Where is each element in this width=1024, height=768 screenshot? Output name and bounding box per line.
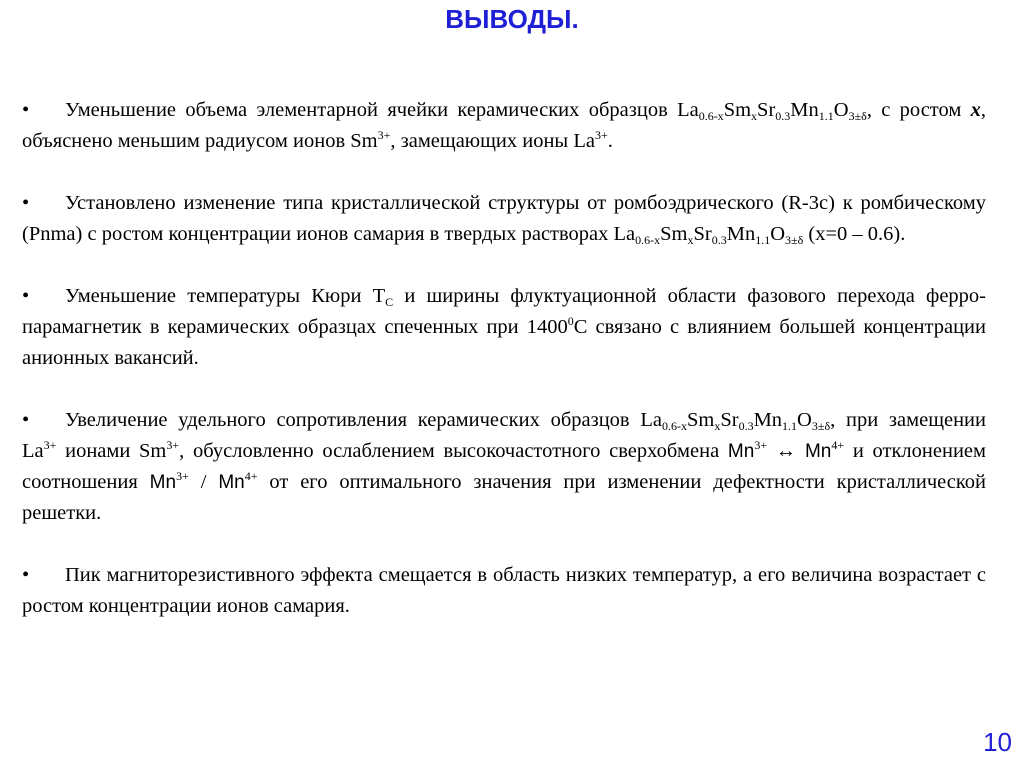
slide-title: ВЫВОДЫ.	[445, 4, 579, 34]
conclusions-list	[22, 95, 986, 653]
formula: $La_{0.6-x}Sm_xSr_{0.3}Mn_{1.1}O_{3\pm\delta}$	[613, 223, 804, 247]
conclusion-item-2: • Установлено изменение типа кристаллической структуры от ромбоэдрического (R-3c) к ромбическому (Pnma) с ростом концентрации ионов самария в твердых растворах $La_{0.6-x}Sm_xSr_{0.3}Mn_{1.1}O_{3\pm\delta}$ (x=0 – 0.6).	[22, 188, 986, 250]
bullet-marker: •	[22, 564, 30, 586]
bullet-marker: •	[22, 192, 30, 214]
conclusion-item-4: • Увеличение удельного сопротивления керамических образцов $La_{0.6-x}Sm_xSr_{0.3}Mn_{1.1}O_{3\pm\delta}$, при замещении $La^{3+}$ ионами $Sm^{3+}$, обусловленно ослаблением высокочастотного сверхобмена $Mn^{3+}$ ↔ $Mn^{4+}$ и отклонением соотношения $Mn^{3+} / Mn^{4+}$ от его оптимального значения при изменении дефектности кристаллической решетки.	[22, 405, 986, 529]
conclusion-item-1: • Уменьшение объема элементарной ячейки керамических образцов $La_{0.6-x}Sm_xSr_{0.3}Mn_{1.1}O_{3\pm\delta}$, с ростом x, объяснено меньшим радиусом ионов $Sm^{3+}$, замещающих ионы $La^{3+}$.	[22, 95, 986, 157]
bullet-marker: •	[22, 409, 30, 431]
page-number: 10	[983, 727, 1012, 757]
bullet-marker: •	[22, 99, 30, 121]
bullet-marker: •	[22, 285, 30, 307]
conclusion-item-5: • Пик магниторезистивного эффекта смещается в область низких температур, а его величина возрастает с ростом концентрации ионов самария.	[22, 560, 986, 622]
formula: $La_{0.6-x}Sm_xSr_{0.3}Mn_{1.1}O_{3\pm\delta}$	[640, 409, 831, 433]
conclusion-item-3: • Уменьшение температуры Кюри $T_C$ и ширины флуктуационной области фазового перехода ферро-парамагнетик в керамических образцах спеченных при 1400$^0$С связано с влиянием большей концентрации анионных вакансий.	[22, 281, 986, 374]
formula: $La_{0.6-x}Sm_xSr_{0.3}Mn_{1.1}O_{3\pm\delta}$	[677, 99, 867, 123]
